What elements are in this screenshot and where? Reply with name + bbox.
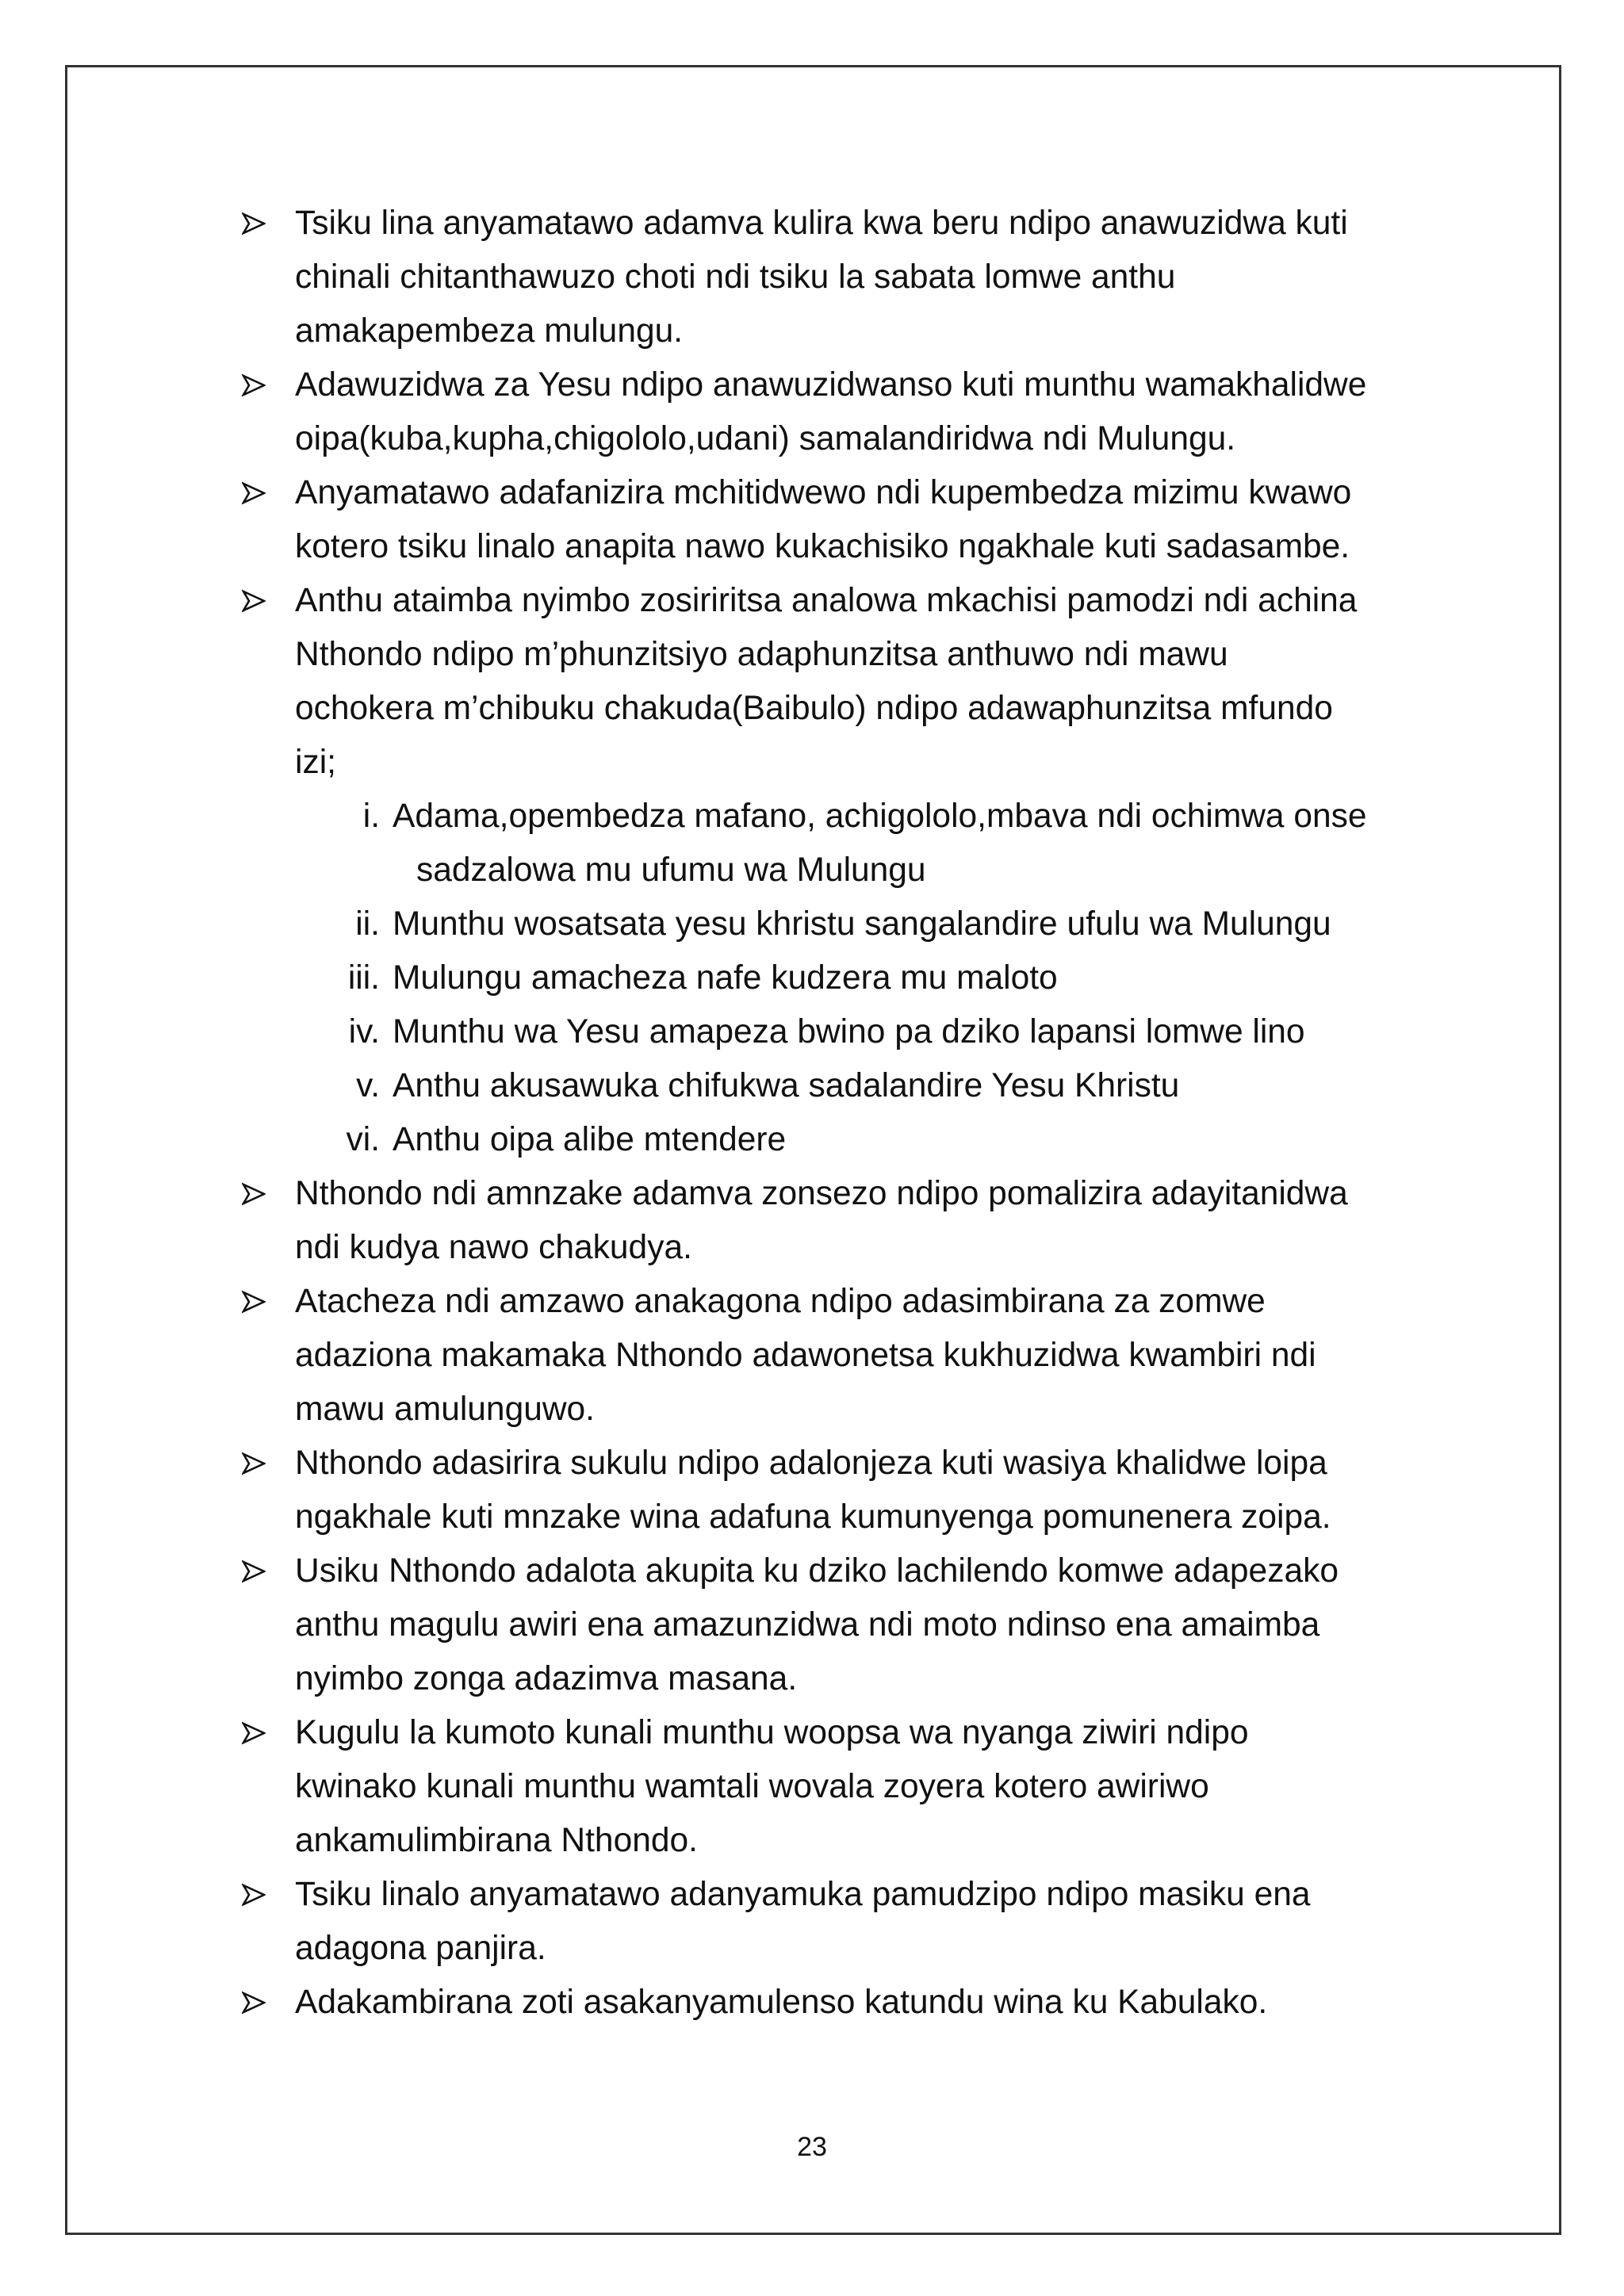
bullet-line: adagona panjira. [295, 1930, 546, 1967]
bullet-line: Kugulu la kumoto kunali munthu woopsa wa nyanga ziwiri ndipo [295, 1714, 1249, 1751]
item-numeral: i. [362, 798, 380, 835]
numbered-item [242, 1005, 1431, 1059]
arrow-bullet-icon [242, 466, 267, 520]
item-numeral: vi. [346, 1121, 380, 1158]
item-numeral: v. [356, 1067, 380, 1104]
bullet-item [242, 1167, 1431, 1275]
bullet-line: Adawuzidwa za Yesu ndipo anawuzidwanso kuti munthu wamakhalidwe [295, 366, 1367, 404]
bullet-item [242, 1706, 1431, 1868]
bullet-line: Tsiku lina anyamatawo adamva kulira kwa beru ndipo anawuzidwa kuti [295, 205, 1348, 242]
arrow-bullet-icon [242, 1544, 267, 1598]
arrow-bullet-icon [242, 1275, 267, 1329]
arrow-bullet-icon [242, 1868, 267, 1922]
bullet-line: Nthondo adasirira sukulu ndipo adalonjeza kuti wasiya khalidwe loipa [295, 1445, 1327, 1482]
arrow-bullet-icon [242, 1706, 267, 1760]
arrow-bullet-icon [242, 574, 267, 628]
bullet-list-bottom [242, 1167, 1431, 2030]
bullet-line: Atacheza ndi amzawo anakagona ndipo adasimbirana za zomwe [295, 1283, 1266, 1320]
bullet-line: amakapembeza mulungu. [295, 312, 684, 350]
bullet-item [242, 574, 1431, 790]
bullet-list-top [242, 197, 1431, 790]
bullet-line: Anyamatawo adafanizira mchitidwewo ndi kupembedza mizimu kwawo [295, 474, 1352, 511]
item-text: Munthu wa Yesu amapeza bwino pa dziko lapansi lomwe lino [393, 1013, 1305, 1050]
item-text: Mulungu amacheza nafe kudzera mu maloto [393, 959, 1058, 997]
bullet-line: oipa(kuba,kupha,chigololo,udani) samalandiridwa ndi Mulungu. [295, 420, 1236, 457]
arrow-bullet-icon [242, 1976, 267, 2030]
numbered-item [242, 1113, 1431, 1167]
arrow-bullet-icon [242, 197, 267, 251]
bullet-line: Adakambirana zoti asakanyamulenso katundu wina ku Kabulako. [295, 1984, 1268, 2021]
document-body [242, 197, 1431, 2030]
bullet-line: kotero tsiku linalo anapita nawo kukachisiko ngakhale kuti sadasambe. [295, 528, 1350, 565]
page-number: 23 [797, 2132, 827, 2162]
bullet-line: izi; [295, 744, 336, 781]
numbered-item [242, 897, 1431, 951]
bullet-line: Nthondo ndi amnzake adamva zonsezo ndipo pomalizira adayitanidwa [295, 1175, 1348, 1212]
bullet-line: ochokera m’chibuku chakuda(Baibulo) ndipo adawaphunzitsa mfundo [295, 690, 1333, 727]
bullet-line: Anthu ataimba nyimbo zosiriritsa analowa mkachisi pamodzi ndi achina [295, 582, 1358, 619]
bullet-line: Tsiku linalo anyamatawo adanyamuka pamudzipo ndipo masiku ena [295, 1876, 1311, 1913]
bullet-line: chinali chitanthawuzo choti ndi tsiku la sabata lomwe anthu [295, 258, 1176, 296]
bullet-item [242, 1437, 1431, 1544]
bullet-item [242, 1544, 1431, 1706]
item-numeral: iv. [348, 1013, 380, 1050]
item-numeral: ii. [355, 905, 380, 943]
item-text: Anthu akusawuka chifukwa sadalandire Yesu Khristu [393, 1067, 1180, 1104]
numbered-item [242, 1059, 1431, 1113]
numbered-item [242, 790, 1431, 897]
bullet-line: Usiku Nthondo adalota akupita ku dziko lachilendo komwe adapezako [295, 1552, 1339, 1590]
bullet-item [242, 466, 1431, 574]
bullet-line: Nthondo ndipo m’phunzitsiyo adaphunzitsa anthuwo ndi mawu [295, 636, 1228, 673]
bullet-line: mawu amulunguwo. [295, 1391, 595, 1428]
numbered-item [242, 951, 1431, 1005]
bullet-line: adaziona makamaka Nthondo adawonetsa kukhuzidwa kwambiri ndi [295, 1337, 1316, 1374]
arrow-bullet-icon [242, 1167, 267, 1221]
item-text-continuation: sadzalowa mu ufumu wa Mulungu [416, 851, 926, 889]
item-text: Adama,opembedza mafano, achigololo,mbava ndi ochimwa onse [393, 798, 1367, 835]
bullet-line: ankamulimbirana Nthondo. [295, 1822, 698, 1859]
bullet-line: kwinako kunali munthu wamtali wovala zoyera kotero awiriwo [295, 1768, 1209, 1805]
bullet-item [242, 1275, 1431, 1437]
bullet-item [242, 358, 1431, 466]
bullet-line: nyimbo zonga adazimva masana. [295, 1660, 798, 1697]
bullet-line: anthu magulu awiri ena amazunzidwa ndi moto ndinso ena amaimba [295, 1606, 1320, 1644]
numbered-sublist [242, 790, 1431, 1167]
item-numeral: iii. [347, 959, 380, 997]
bullet-item [242, 1976, 1431, 2030]
arrow-bullet-icon [242, 1437, 267, 1490]
bullet-line: ngakhale kuti mnzake wina adafuna kumunyenga pomunenera zoipa. [295, 1498, 1331, 1536]
bullet-item [242, 197, 1431, 358]
bullet-line: ndi kudya nawo chakudya. [295, 1229, 692, 1266]
item-text: Anthu oipa alibe mtendere [393, 1121, 787, 1158]
bullet-item [242, 1868, 1431, 1976]
arrow-bullet-icon [242, 358, 267, 412]
item-text: Munthu wosatsata yesu khristu sangalandire ufulu wa Mulungu [393, 905, 1331, 943]
